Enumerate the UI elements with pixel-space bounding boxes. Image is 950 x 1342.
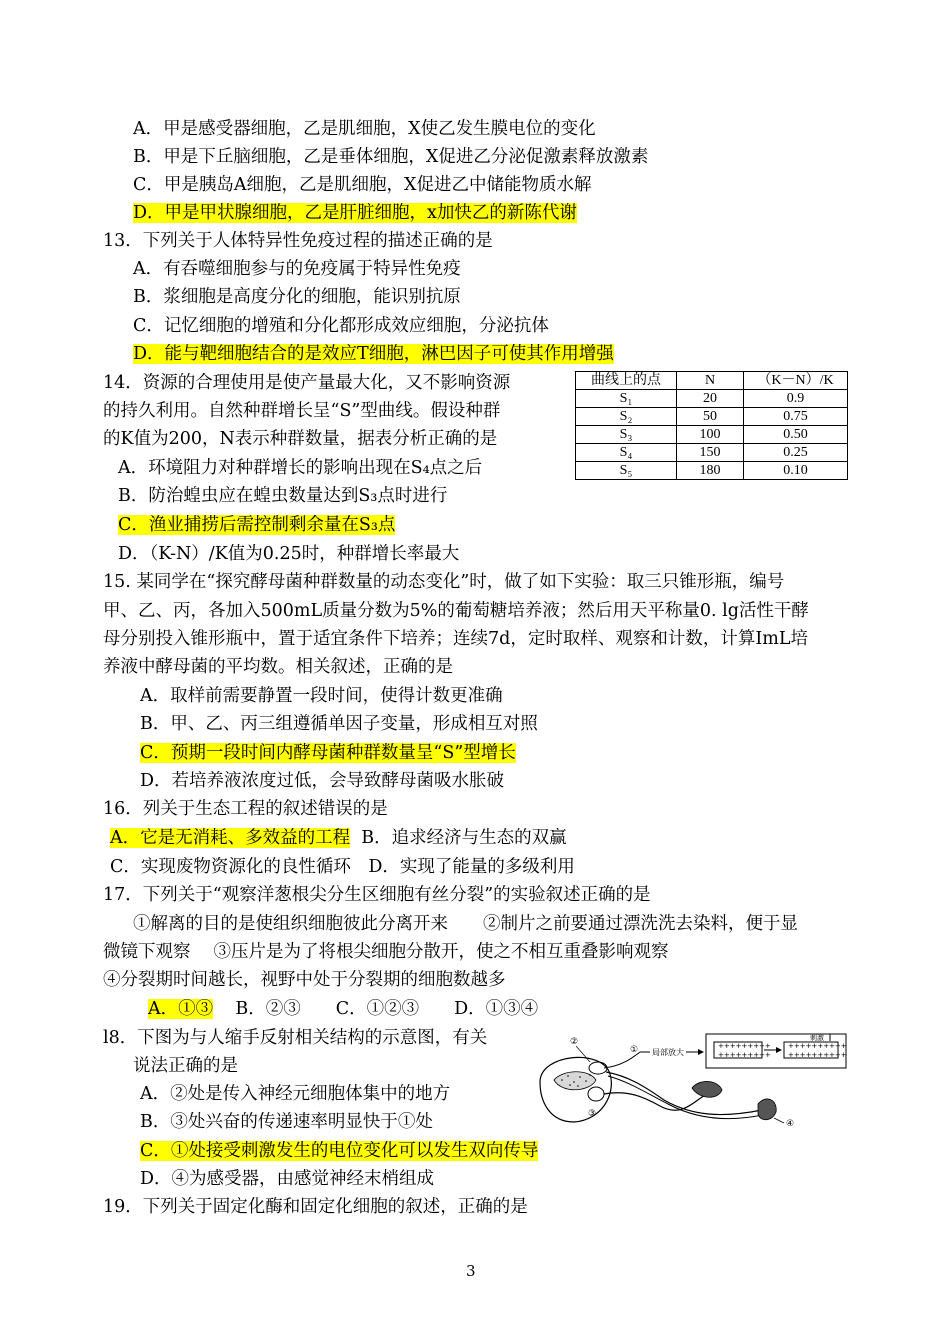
table-cell: 150	[677, 444, 744, 462]
q15-option-b: B．甲、乙、丙三组遵循单因子变量，形成相互对照	[140, 714, 538, 734]
q12-option-d: D．甲是甲状腺细胞，乙是肝脏细胞，x加快乙的新陈代谢	[133, 203, 577, 223]
skin-receptor	[758, 1099, 776, 1120]
axon-charges-right-bottom: ++++++++++	[788, 1051, 847, 1059]
table-cell: S₄	[576, 444, 677, 462]
ventral-root	[588, 1087, 604, 1101]
q16-option-a: A．它是无消耗、多效益的工程	[110, 828, 351, 848]
nerve-bundle-lower	[608, 1076, 767, 1119]
reflex-arc-diagram	[532, 1030, 850, 1138]
zoom-arrow-head	[698, 1049, 704, 1055]
q16-stem: 16．列关于生态工程的叙述错误的是	[103, 799, 388, 819]
table-cell: 20	[677, 390, 744, 408]
q16-option-b: B．追求经济与生态的双赢	[361, 828, 567, 848]
q17-options-bcd: B．②③ C．①②③ D．①③④	[235, 999, 539, 1019]
q14-option-a: A．环境阻力对种群增长的影响出现在S₄点之后	[118, 458, 483, 478]
q15-stem-line-4: 养液中酵母菌的平均数。相关叙述，正确的是	[103, 657, 453, 677]
label-3: ③	[588, 1109, 597, 1119]
table-header: N	[677, 372, 744, 390]
q15-stem-line-2: 甲、乙、丙，各加入500mL质量分数为5%的葡萄糖培养液；然后用天平称量0. lg活性干酵	[103, 601, 809, 621]
table-header: 曲线上的点	[576, 372, 677, 390]
axon-charges-left-top: +++++++++	[718, 1042, 771, 1050]
q14-stem-line-1: 14．资源的合理使用是使产量最大化，又不影响资源	[103, 373, 511, 393]
q18-stem-line-1: l8．下图为与人缩手反射相关结构的示意图，有关	[103, 1028, 488, 1048]
q15-stem-line-3: 母分别投入锥形瓶中，置于适宜条件下培养；连续7d，定时取样、观察和计数，计算ImL培	[103, 629, 808, 649]
q15-option-d: D．若培养液浓度过低，会导致酵母菌吸水胀破	[140, 771, 505, 791]
table-row	[576, 390, 848, 408]
table-row	[576, 444, 848, 462]
q17-options	[148, 997, 538, 1021]
q18-option-a: A．②处是传入神经元细胞体集中的地方	[140, 1084, 451, 1104]
q17-statement-line-1: ①解离的目的是使组织细胞彼此分离开来 ②制片之前要通过漂洗洗去染料，便于显	[133, 914, 798, 934]
table-row	[576, 426, 848, 444]
zoom-label: 局部放大	[652, 1048, 684, 1057]
label-4: ④	[786, 1119, 795, 1129]
q12-option-b: B．甲是下丘脑细胞，乙是垂体细胞，X促进乙分泌促激素释放激素	[133, 147, 649, 167]
q13-option-a: A．有吞噬细胞参与的免疫属于特异性免疫	[133, 259, 461, 279]
label-2: ②	[570, 1037, 579, 1047]
table-cell: 50	[677, 408, 744, 426]
table-row	[576, 462, 848, 480]
axon-charges-left-bottom: +++++++++	[718, 1051, 771, 1059]
table-cell: 180	[677, 462, 744, 480]
table-cell: S₅	[576, 462, 677, 480]
table-cell: S₃	[576, 426, 677, 444]
q12-option-a: A．甲是感受器细胞，乙是肌细胞，X使乙发生膜电位的变化	[133, 119, 596, 139]
q12-option-c: C．甲是胰岛A细胞，乙是肌细胞，X促进乙中储能物质水解	[133, 175, 592, 195]
q13-option-b: B．浆细胞是高度分化的细胞，能识别抗原	[133, 287, 461, 307]
q17-stem: 17．下列关于“观察洋葱根尖分生区细胞有丝分裂”的实验叙述正确的是	[103, 885, 651, 905]
axon-arrow-head	[776, 1047, 782, 1053]
q16-options-ab	[110, 826, 567, 850]
q13-option-d: D．能与靶细胞结合的是效应T细胞，淋巴因子可使其作用增强	[133, 344, 614, 364]
q17-statement-line-3: ④分裂期时间越长，视野中处于分裂期的细胞数越多	[103, 970, 506, 990]
q17-statement-line-2: 微镜下观察 ③压片是为了将根尖细胞分散开，使之不相互重叠影响观察	[103, 942, 669, 962]
q14-stem-line-3: 的K值为200，N表示种群数量，据表分析正确的是	[103, 429, 498, 449]
q18-option-b: B．③处兴奋的传递速率明显快于①处	[140, 1112, 433, 1132]
label-2-leader	[576, 1046, 590, 1062]
table-cell: 0.50	[744, 426, 848, 444]
table-cell: 0.9	[744, 390, 848, 408]
q13-option-c: C．记忆细胞的增殖和分化都形成效应细胞，分泌抗体	[133, 316, 549, 336]
q13-stem: 13．下列关于人体特异性免疫过程的描述正确的是	[103, 231, 493, 251]
label-4-leader	[774, 1118, 784, 1123]
q18-stem-line-2: 说法正确的是	[133, 1056, 238, 1076]
stimulus-label: 刺激	[810, 1034, 824, 1042]
q14-stem-line-2: 的持久利用。自然种群增长呈“S”型曲线。假设种群	[103, 401, 501, 421]
axon-charges-right-top: ++++++++++	[788, 1042, 847, 1050]
table-row	[576, 408, 848, 426]
table-cell: 0.75	[744, 408, 848, 426]
population-table	[575, 371, 848, 480]
table-cell: 0.25	[744, 444, 848, 462]
table-cell: S₂	[576, 408, 677, 426]
table-header: （K－N）/K	[744, 372, 848, 390]
page-number: 3	[466, 1262, 476, 1280]
q19-stem: 19．下列关于固定化酶和固定化细胞的叙述，正确的是	[103, 1197, 528, 1217]
table-header-row	[576, 372, 848, 390]
q15-option-a: A．取样前需要静置一段时间，使得计数更准确	[140, 686, 503, 706]
table-cell: 100	[677, 426, 744, 444]
q18-option-c: C．①处接受刺激发生的电位变化可以发生双向传导	[140, 1141, 539, 1161]
q15-stem-line-1: 15. 某同学在“探究酵母菌种群数量的动态变化”时，做了如下实验：取三只锥形瓶，编号	[103, 572, 785, 592]
q15-option-c: C．预期一段时间内酵母菌种群数量呈“S”型增长	[140, 743, 516, 763]
table-cell: 0.10	[744, 462, 848, 480]
label-1: ①	[630, 1045, 639, 1055]
q14-option-b: B．防治蝗虫应在蝗虫数量达到S₃点时进行	[118, 486, 448, 506]
effector-muscle	[692, 1081, 722, 1097]
table-cell: S₁	[576, 390, 677, 408]
q14-option-d: D．（K-N）/K值为0.25时，种群增长率最大	[118, 544, 460, 564]
q14-option-c: C．渔业捕捞后需控制剩余量在S₃点	[118, 515, 396, 535]
q18-option-d: D．④为感受器，由感觉神经末梢组成	[140, 1169, 435, 1189]
q17-option-a: A．①③	[148, 999, 214, 1019]
q16-options-cd: C．实现废物资源化的良性循环 D．实现了能量的多级利用	[110, 857, 575, 877]
